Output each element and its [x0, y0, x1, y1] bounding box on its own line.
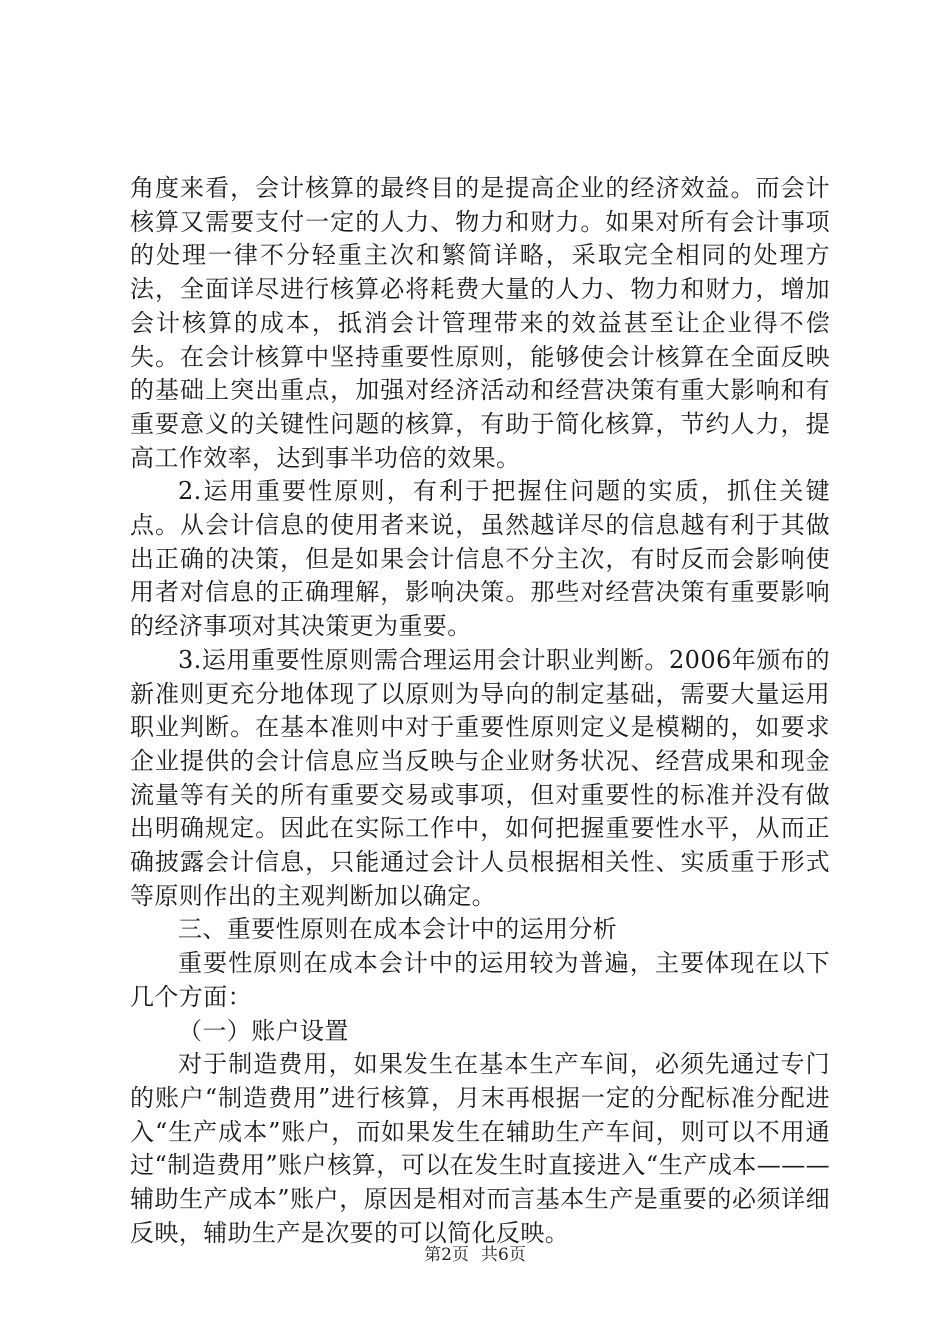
document-body	[130, 172, 830, 1251]
page-total: 共6页	[481, 1245, 526, 1265]
page-number: 第2页	[424, 1245, 469, 1265]
paragraph-manufacturing-cost: 对于制造费用，如果发生在基本生产车间，必须先通过专门的账户“制造费用”进行核算，月末再根据一定的分配标准分配进入“生产成本”账户，而如果发生在辅助生产车间，则可以不用通过“制造费用”账户核算，可以在发生时直接进入“生产成本———辅助生产成本”账户，原因是相对而言基本生产是重要的必须详细反映，辅助生产是次要的可以简化反映。	[130, 1050, 830, 1247]
page-footer	[0, 1245, 950, 1265]
subsection-heading-account-setup: （一）账户设置	[178, 1016, 349, 1045]
paragraph-point-2: 2.运用重要性原则，有利于把握住问题的实质，抓住关键点。从会计信息的使用者来说，虽然越详尽的信息越有利于其做出正确的决策，但是如果会计信息不分主次，有时反而会影响使用者对信息的正确理解，影响决策。那些对经营决策有重要影响的经济事项对其决策更为重要。	[130, 477, 830, 641]
paragraph-point-3: 3.运用重要性原则需合理运用会计职业判断。2006年颁布的新准则更充分地体现了以原则为导向的制定基础，需要大量运用职业判断。在基本准则中对于重要性原则定义是模糊的，如要求企业提供的会计信息应当反映与企业财务状况、经营成果和现金流量等有关的所有重要交易或事项，但对重要性的标准并没有做出明确规定。因此在实际工作中，如何把握重要性水平，从而正确披露会计信息，只能通过会计人员根据相关性、实质重于形式等原则作出的主观判断加以确定。	[130, 645, 830, 910]
paragraph-continued-text: 角度来看，会计核算的最终目的是提高企业的经济效益。而会计核算又需要支付一定的人力、物力和财力。如果对所有会计事项的处理一律不分轻重主次和繁简详略，采取完全相同的处理方法，全面详尽进行核算必将耗费大量的人力、物力和财力，增加会计核算的成本，抵消会计管理带来的效益甚至让企业得不偿失。在会计核算中坚持重要性原则，能够使会计核算在全面反映的基础上突出重点，加强对经济活动和经营决策有重大影响和有重要意义的关键性问题的核算，有助于简化核算，节约人力，提高工作效率，达到事半功倍的效果。	[130, 174, 830, 472]
paragraph-section-intro: 重要性原则在成本会计中的运用较为普遍，主要体现在以下几个方面：	[130, 949, 830, 1011]
section-heading-3: 三、重要性原则在成本会计中的运用分析	[178, 915, 618, 944]
